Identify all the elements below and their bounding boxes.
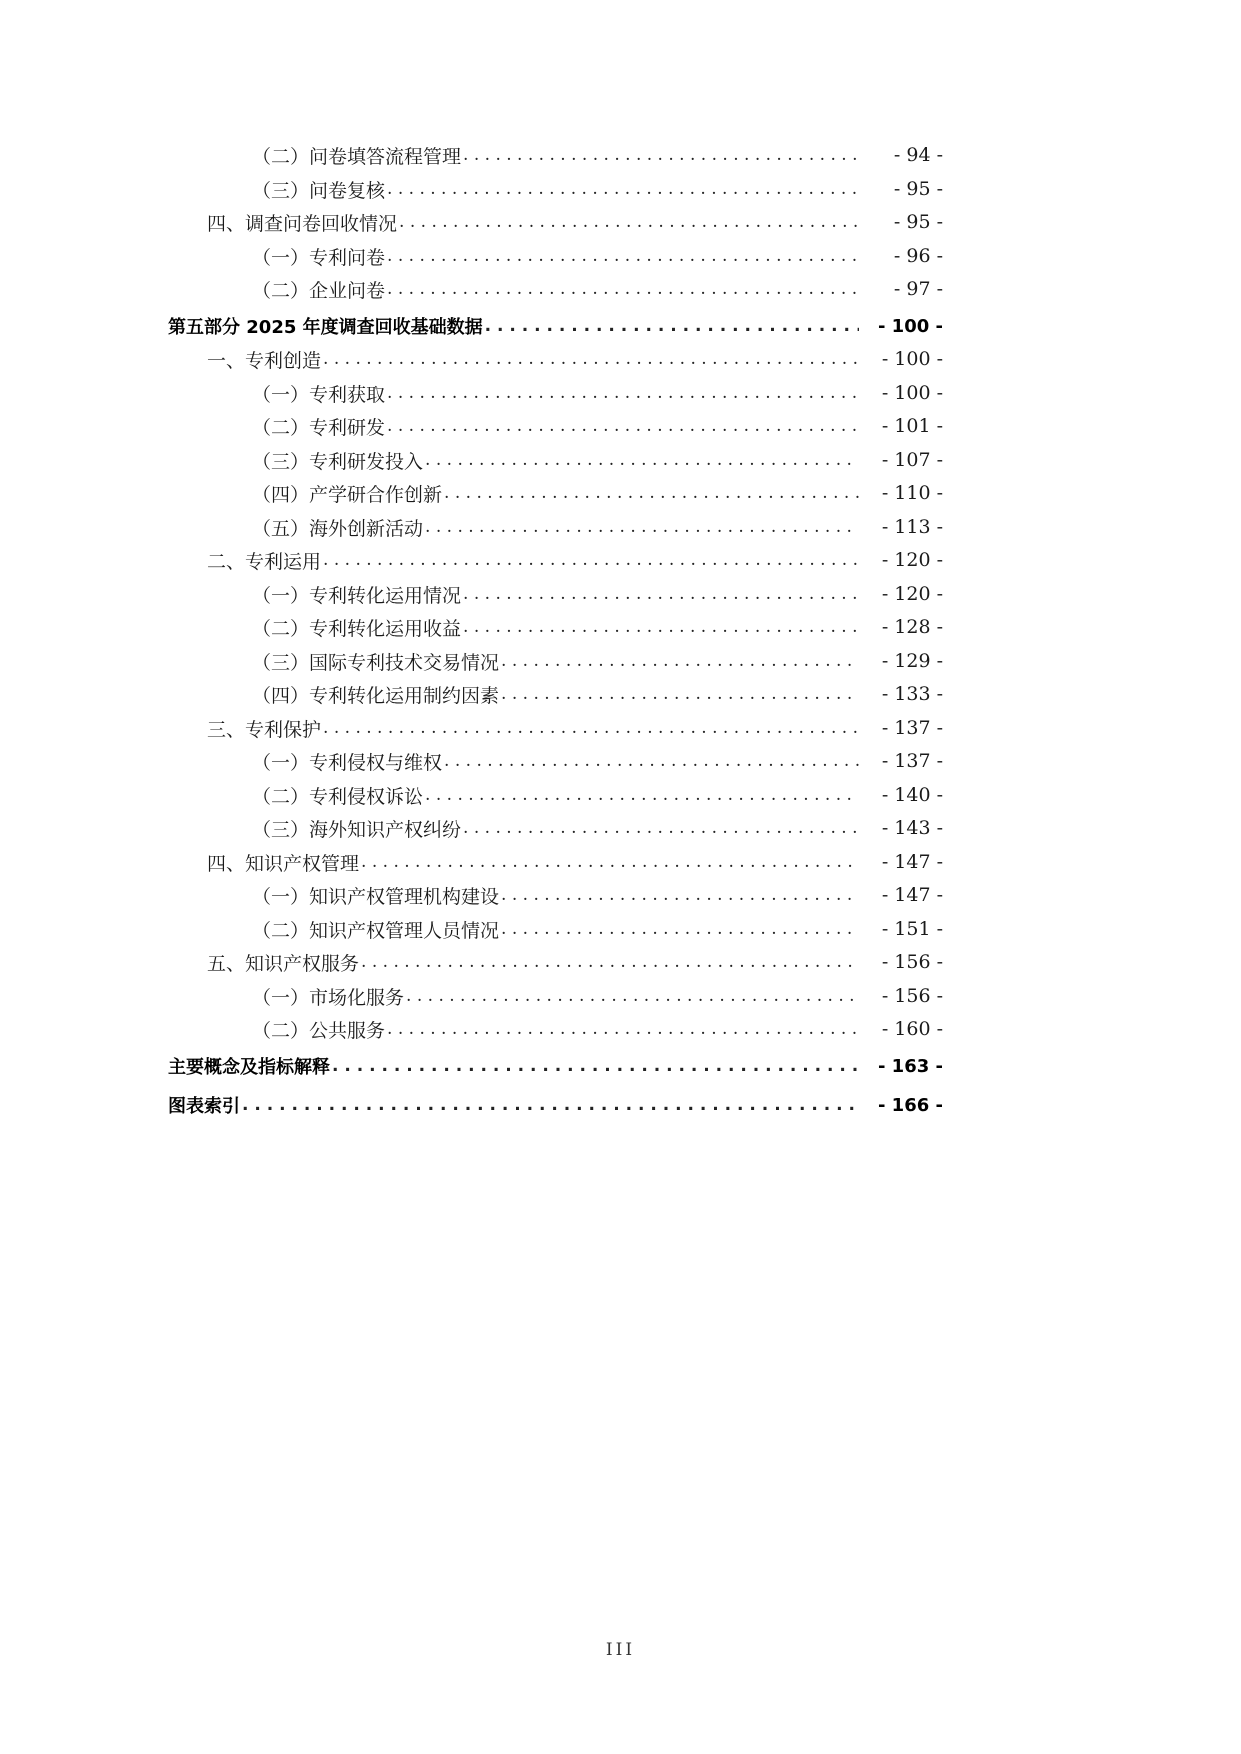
toc-leader-dots	[332, 1051, 859, 1081]
toc-entry[interactable]	[0, 445, 1241, 475]
toc-leader-dots	[444, 478, 859, 508]
toc-entry[interactable]	[0, 545, 1241, 575]
toc-entry[interactable]	[0, 746, 1241, 776]
toc-entry-label: 四、知识产权管理	[207, 852, 360, 875]
toc-leader-dots	[485, 311, 859, 341]
toc-entry-page: - 107 -	[881, 449, 943, 471]
toc-entry[interactable]	[0, 646, 1241, 676]
toc-entry-page: - 133 -	[881, 683, 943, 705]
toc-entry-page: - 151 -	[881, 918, 943, 940]
toc-entry[interactable]	[0, 914, 1241, 944]
toc-leader-dots	[361, 947, 859, 977]
toc-entry-label: （四）专利转化运用制约因素	[252, 684, 500, 707]
toc-leader-dots	[463, 813, 859, 843]
toc-entry-page: - 120 -	[881, 583, 943, 605]
toc-entry-label: （三）国际专利技术交易情况	[252, 651, 500, 674]
toc-entry-page: - 97 -	[893, 278, 943, 300]
toc-entry-label: （三）海外知识产权纠纷	[252, 818, 462, 841]
toc-entry-label: 五、知识产权服务	[207, 952, 360, 975]
toc-leader-dots	[501, 914, 859, 944]
toc-entry-concepts[interactable]	[0, 1051, 1241, 1081]
toc-entry-label: （二）专利研发	[252, 416, 386, 439]
toc-entry-label: （二）知识产权管理人员情况	[252, 919, 500, 942]
toc-leader-dots	[501, 679, 859, 709]
toc-entry-page: - 101 -	[881, 415, 943, 437]
toc-leader-dots	[323, 344, 859, 374]
toc-entry-page: - 163 -	[877, 1055, 943, 1077]
toc-leader-dots	[399, 207, 859, 237]
toc-entry-page: - 120 -	[881, 549, 943, 571]
toc-entry[interactable]	[0, 679, 1241, 709]
toc-entry-page: - 110 -	[881, 482, 943, 504]
toc-entry-label: 图表索引	[168, 1096, 240, 1117]
toc-entry-page: - 100 -	[881, 348, 943, 370]
toc-entry-page: - 140 -	[881, 784, 943, 806]
toc-entry-page: - 128 -	[881, 616, 943, 638]
toc-entry-page: - 100 -	[881, 382, 943, 404]
toc-entry-page: - 147 -	[881, 851, 943, 873]
toc-entry[interactable]	[0, 512, 1241, 542]
toc-leader-dots	[361, 847, 859, 877]
toc-entry[interactable]	[0, 378, 1241, 408]
toc-entry-label: （一）专利问卷	[252, 246, 386, 269]
toc-leader-dots	[444, 746, 859, 776]
toc-leader-dots	[323, 545, 859, 575]
toc-entry-figure-index[interactable]	[0, 1090, 1241, 1120]
toc-entry[interactable]	[0, 478, 1241, 508]
toc-leader-dots	[425, 512, 859, 542]
toc-entry-label: （一）知识产权管理机构建设	[252, 885, 500, 908]
toc-entry-label: （一）专利转化运用情况	[252, 584, 462, 607]
toc-entry-label: （二）公共服务	[252, 1019, 386, 1042]
toc-entry-page: - 129 -	[881, 650, 943, 672]
toc-entry-label: 第五部分 2025 年度调查回收基础数据	[168, 317, 483, 338]
page-number: III	[605, 1640, 636, 1660]
toc-entry[interactable]	[0, 847, 1241, 877]
toc-entry-label: （一）专利侵权与维权	[252, 751, 443, 774]
toc-leader-dots	[387, 241, 859, 271]
toc-entry[interactable]	[0, 207, 1241, 237]
toc-leader-dots	[425, 780, 859, 810]
toc-leader-dots	[501, 880, 859, 910]
toc-entry[interactable]	[0, 344, 1241, 374]
toc-entry[interactable]	[0, 813, 1241, 843]
toc-leader-dots	[387, 378, 859, 408]
toc-leader-dots	[406, 981, 859, 1011]
toc-entry-label: 四、调查问卷回收情况	[207, 212, 398, 235]
toc-entry[interactable]	[0, 579, 1241, 609]
toc-entry-label: （二）问卷填答流程管理	[252, 145, 462, 168]
toc-entry-page: - 137 -	[881, 750, 943, 772]
toc-entry[interactable]	[0, 713, 1241, 743]
toc-leader-dots	[425, 445, 859, 475]
toc-entry[interactable]	[0, 981, 1241, 1011]
toc-leader-dots	[463, 140, 859, 170]
toc-entry-label: （四）产学研合作创新	[252, 483, 443, 506]
toc-entry-label: （三）专利研发投入	[252, 450, 424, 473]
toc-entry-page: - 137 -	[881, 717, 943, 739]
toc-entry-label: 一、专利创造	[207, 349, 322, 372]
toc-entry[interactable]	[0, 174, 1241, 204]
toc-leader-dots	[387, 1014, 859, 1044]
toc-entry[interactable]	[0, 241, 1241, 271]
toc-entry[interactable]	[0, 140, 1241, 170]
toc-entry-page: - 95 -	[893, 178, 943, 200]
toc-entry-page: - 166 -	[877, 1094, 943, 1116]
toc-leader-dots	[323, 713, 859, 743]
toc-entry-page: - 143 -	[881, 817, 943, 839]
toc-entry-page: - 100 -	[877, 315, 943, 337]
toc-leader-dots	[242, 1090, 859, 1120]
toc-entry[interactable]	[0, 612, 1241, 642]
toc-entry[interactable]	[0, 1014, 1241, 1044]
toc-entry-label: 二、专利运用	[207, 550, 322, 573]
toc-entry-page: - 156 -	[881, 985, 943, 1007]
toc-entry-label: 主要概念及指标解释	[168, 1057, 330, 1078]
toc-entry-page: - 156 -	[881, 951, 943, 973]
toc-entry-page: - 94 -	[893, 144, 943, 166]
toc-entry-label: （二）专利转化运用收益	[252, 617, 462, 640]
toc-leader-dots	[463, 579, 859, 609]
toc-leader-dots	[387, 274, 859, 304]
toc-entry-page: - 96 -	[893, 245, 943, 267]
toc-entry-page: - 95 -	[893, 211, 943, 233]
toc-entry-label: （二）专利侵权诉讼	[252, 785, 424, 808]
toc-entry-label: （二）企业问卷	[252, 279, 386, 302]
toc-entry-page: - 147 -	[881, 884, 943, 906]
toc-entry-label: （一）专利获取	[252, 383, 386, 406]
toc-entry[interactable]	[0, 880, 1241, 910]
toc-entry-label: 三、专利保护	[207, 718, 322, 741]
toc-entry-page: - 160 -	[881, 1018, 943, 1040]
toc-entry[interactable]	[0, 411, 1241, 441]
toc-entry-label: （三）问卷复核	[252, 179, 386, 202]
toc-entry-page: - 113 -	[881, 516, 943, 538]
toc-entry[interactable]	[0, 274, 1241, 304]
toc-leader-dots	[501, 646, 859, 676]
toc-leader-dots	[463, 612, 859, 642]
toc-entry-label: （五）海外创新活动	[252, 517, 424, 540]
toc-entry-part[interactable]	[0, 311, 1241, 341]
toc-entry[interactable]	[0, 947, 1241, 977]
toc-leader-dots	[387, 411, 859, 441]
toc-entry-label: （一）市场化服务	[252, 986, 405, 1009]
toc-leader-dots	[387, 174, 859, 204]
toc-entry[interactable]	[0, 780, 1241, 810]
